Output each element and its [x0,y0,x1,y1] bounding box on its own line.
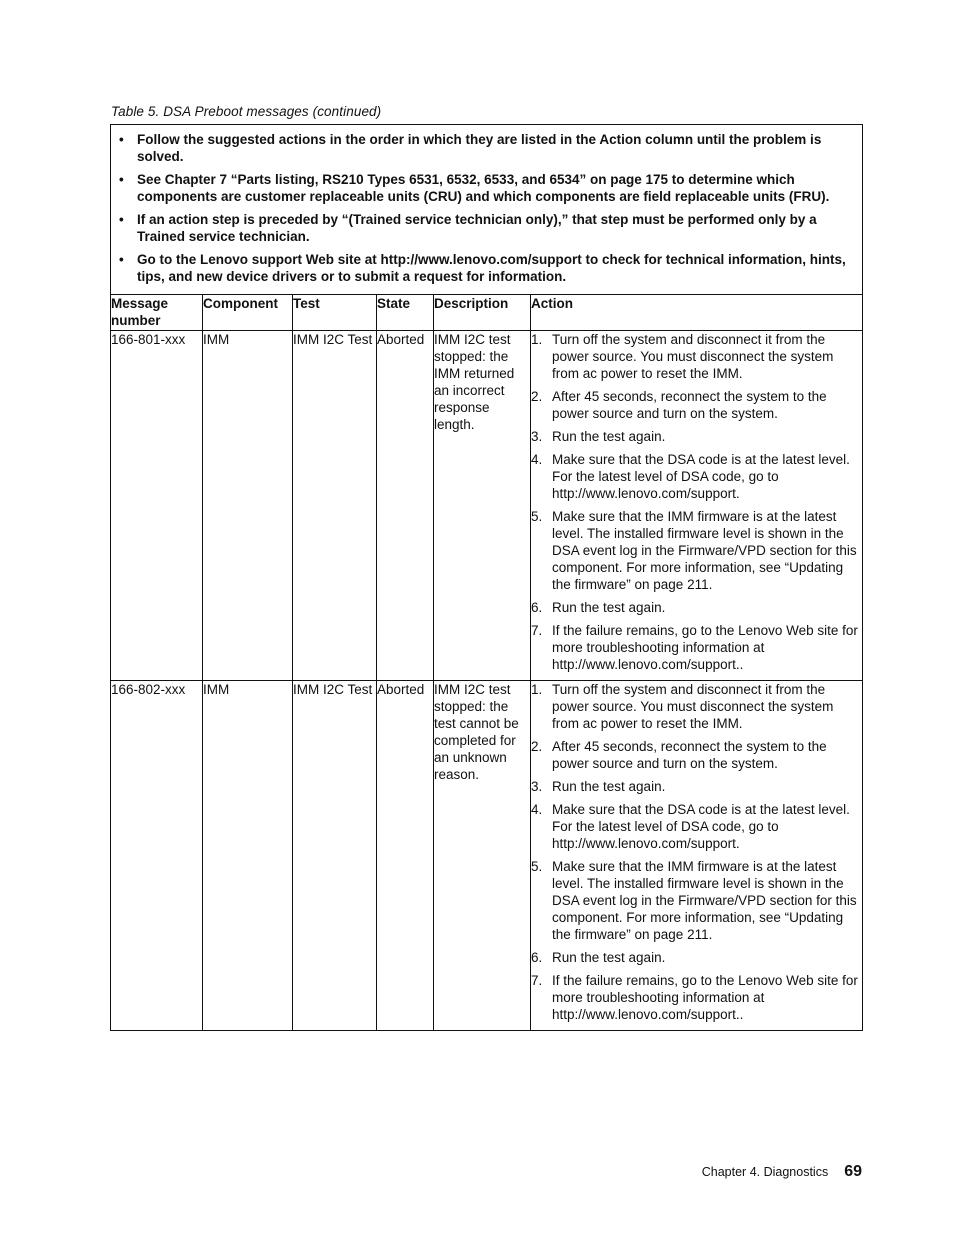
header-action: Action [531,295,863,331]
step-number: 4. [531,452,543,467]
action-step [531,801,862,852]
dsa-preboot-messages-table [110,124,863,1031]
note-item: • Follow the suggested actions in the order in which they are listed in the Action column until the problem is solved. [118,131,852,165]
note-item: • If an action step is preceded by “(Trained service technician only),” that step must be performed only by a Trained service technician. [118,211,852,245]
step-number: 7. [531,973,543,988]
step-text: Make sure that the IMM firmware is at the latest level. The installed firmware level is shown in the DSA event log in the Firmware/VPD section for this component. For more information, see “Updating the firmware” on page 211. [552,509,857,592]
step-number: 1. [531,682,543,697]
action-steps [531,331,862,673]
step-text: If the failure remains, go to the Lenovo Web site for more troubleshooting information at http://www.lenovo.com/support.. [552,623,858,672]
step-text: If the failure remains, go to the Lenovo Web site for more troubleshooting information at http://www.lenovo.com/support.. [552,973,858,1022]
action-step [531,622,862,673]
header-state: State [377,295,434,331]
note-item: • See Chapter 7 “Parts listing, RS210 Types 6531, 6532, 6533, and 6534” on page 175 to determine which components are customer replaceable units (CRU) and which components are field replaceable units (FRU). [118,171,852,205]
action-step [531,738,862,772]
message-number-cell: 166-802-xxx [111,681,203,1031]
step-text: Make sure that the IMM firmware is at the latest level. The installed firmware level is shown in the DSA event log in the Firmware/VPD section for this component. For more information, see “Updating the firmware” on page 211. [552,859,857,942]
component-cell: IMM [203,331,293,681]
action-step [531,428,862,445]
step-number: 1. [531,332,543,347]
state-cell: Aborted [377,681,434,1031]
step-number: 6. [531,950,543,965]
action-step [531,858,862,943]
step-number: 4. [531,802,543,817]
note-item: • Go to the Lenovo support Web site at http://www.lenovo.com/support to check for technical information, hints, tips, and new device drivers or to submit a request for information. [118,251,852,285]
step-number: 3. [531,779,543,794]
step-number: 3. [531,429,543,444]
header-test: Test [293,295,377,331]
step-number: 6. [531,600,543,615]
step-text: Make sure that the DSA code is at the latest level. For the latest level of DSA code, go to http://www.lenovo.com/support. [552,452,850,501]
header-row [111,295,863,331]
header-description: Description [434,295,531,331]
step-text: Run the test again. [552,600,666,615]
table-row [111,681,863,1031]
step-text: Make sure that the DSA code is at the latest level. For the latest level of DSA code, go to http://www.lenovo.com/support. [552,802,850,851]
action-step [531,681,862,732]
step-text: Turn off the system and disconnect it from the power source. You must disconnect the system from ac power to reset the IMM. [552,682,834,731]
step-text: After 45 seconds, reconnect the system to the power source and turn on the system. [552,739,827,771]
step-text: Run the test again. [552,950,666,965]
action-step [531,508,862,593]
description-cell: IMM I2C test stopped: the IMM returned an incorrect response length. [434,331,531,681]
header-component: Component [203,295,293,331]
step-text: After 45 seconds, reconnect the system to the power source and turn on the system. [552,389,827,421]
action-cell [531,681,863,1031]
table-row [111,331,863,681]
step-number: 7. [531,623,543,638]
notes-list [118,131,852,285]
step-text: Run the test again. [552,429,666,444]
component-cell: IMM [203,681,293,1031]
step-text: Turn off the system and disconnect it from the power source. You must disconnect the system from ac power to reset the IMM. [552,332,834,381]
action-step [531,331,862,382]
test-cell: IMM I2C Test [293,331,377,681]
message-number-cell: 166-801-xxx [111,331,203,681]
action-step [531,388,862,422]
action-cell [531,331,863,681]
action-step [531,972,862,1023]
description-cell: IMM I2C test stopped: the test cannot be completed for an unknown reason. [434,681,531,1031]
step-number: 2. [531,389,543,404]
step-text: Run the test again. [552,779,666,794]
notes-cell [111,125,863,295]
state-cell: Aborted [377,331,434,681]
page-number: 69 [844,1163,862,1180]
test-cell: IMM I2C Test [293,681,377,1031]
action-step [531,778,862,795]
header-message-number: Message number [111,295,203,331]
chapter-label: Chapter 4. Diagnostics [701,1165,829,1179]
action-step [531,599,862,616]
step-number: 2. [531,739,543,754]
action-step [531,949,862,966]
page-footer [702,1163,862,1181]
action-steps [531,681,862,1023]
step-number: 5. [531,509,543,524]
step-number: 5. [531,859,543,874]
notes-row [111,125,863,295]
action-step [531,451,862,502]
table-caption: Table 5. DSA Preboot messages (continued) [111,104,382,119]
